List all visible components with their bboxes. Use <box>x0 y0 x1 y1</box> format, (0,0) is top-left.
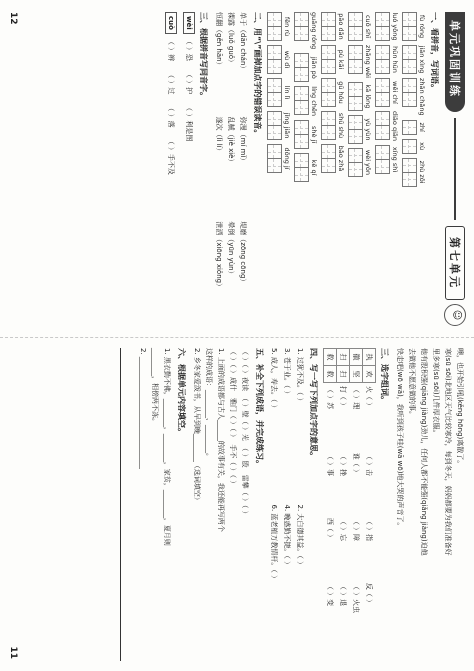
pinyin-item <box>348 115 372 144</box>
word-blank[interactable]: （ ）苏 <box>326 386 334 410</box>
section-2-title: 二、用“\”画掉加点字的错误读音。 <box>253 12 262 138</box>
meaning-item[interactable]: 6. 蓝老植万教情杆。（ ） <box>270 504 278 583</box>
meaning-item[interactable]: 1. 过犹不及。（ ） <box>296 348 304 405</box>
writing-cells <box>294 86 309 116</box>
pinyin-label: guāng róng <box>310 12 318 50</box>
writing-cells <box>348 148 363 177</box>
word-blank[interactable]: （ ）火虫 <box>352 582 360 614</box>
writing-cell[interactable] <box>321 111 336 126</box>
writing-cell[interactable] <box>321 125 336 140</box>
pinyin-label: jiān xìng <box>418 45 426 74</box>
writing-cells <box>267 12 282 41</box>
writing-cell[interactable] <box>267 92 282 107</box>
pron-item[interactable]: 弥漫（mí mǐ） <box>239 116 247 165</box>
writing-cells <box>267 45 282 74</box>
writing-cell[interactable] <box>402 45 417 60</box>
table-row <box>324 349 337 661</box>
writing-cells <box>267 78 282 107</box>
homophone-row-wei <box>183 12 195 326</box>
pinyin-item <box>267 12 291 41</box>
writing-cell[interactable] <box>321 45 336 60</box>
writing-cell[interactable] <box>375 45 390 60</box>
pinyin-item <box>348 148 372 177</box>
pinyin-item <box>321 78 345 107</box>
pron-col-left <box>213 12 249 117</box>
pinyin-label: pāo dān <box>337 13 345 40</box>
pinyin-label: bǎo zhǎ <box>337 145 345 172</box>
banner-divider <box>454 118 456 220</box>
pinyin-label: pù kāi <box>337 49 345 70</box>
writing-cell[interactable] <box>348 45 363 60</box>
pinyin-label: fù róng <box>418 14 426 39</box>
writing-cell[interactable] <box>402 158 417 173</box>
left-section-6-title: 六、根据单元内容填空。 <box>177 348 186 436</box>
pinyin-item <box>402 139 426 154</box>
pinyin-item <box>375 145 399 174</box>
pinyin-label: dōng jí <box>283 147 291 170</box>
writing-cells <box>294 120 309 149</box>
pinyin-tag: cuò <box>165 12 177 34</box>
pronunciation-list <box>213 12 249 326</box>
meaning-row <box>295 348 305 661</box>
pinyin-row <box>267 12 291 326</box>
idiom-question: 2. 乡冬家爱泼书，从早到晚________（选词填空） <box>193 348 201 504</box>
homophone-blank[interactable]: （ ）利是图 <box>185 104 193 142</box>
word-blank[interactable]: （ ）变 <box>326 582 334 607</box>
writing-cell[interactable] <box>375 111 390 126</box>
writing-cells <box>375 45 390 74</box>
writing-cells <box>402 139 417 154</box>
fill-question: 2. ________________________________ <box>139 348 147 469</box>
writing-cell[interactable] <box>267 158 282 173</box>
writing-cells <box>321 144 336 173</box>
pinyin-item <box>294 86 318 116</box>
writing-cells <box>402 120 417 135</box>
intro-line: 里多寒(sū sōi)几件厚衣服。 <box>432 348 440 437</box>
word-blank[interactable]: 反（ ） <box>365 582 373 607</box>
meaning-item[interactable]: 4. 晚惑勤不捷。（ ） <box>283 504 291 569</box>
homophone-blank[interactable]: （ ）护 <box>185 70 193 95</box>
meaning-row <box>282 348 292 661</box>
meaning-item[interactable]: 3. 苍于业。（ ） <box>283 348 291 398</box>
writing-cells <box>321 12 336 41</box>
writing-cell[interactable] <box>348 115 363 130</box>
writing-cell[interactable] <box>267 45 282 60</box>
pinyin-item <box>321 144 345 173</box>
left-section-3-title: 三、选字组词。 <box>380 348 389 404</box>
pinyin-item <box>321 111 345 140</box>
writing-cells <box>321 45 336 74</box>
pinyin-label: gū hóu <box>337 81 345 104</box>
writing-cells <box>348 115 363 144</box>
pinyin-item <box>375 78 399 107</box>
pron-item[interactable]: 恒翻（gěn hān） <box>215 12 223 69</box>
pinyin-row <box>375 12 399 326</box>
table-row <box>337 349 350 661</box>
intro-line: 去做他不愿意做的事。 <box>408 348 416 418</box>
word-blank[interactable]: 谁（ ） <box>352 452 360 476</box>
pinyin-item <box>294 153 318 182</box>
writing-cell[interactable] <box>375 145 390 160</box>
writing-cell[interactable] <box>321 158 336 173</box>
pron-item[interactable]: 单于（dān chán） <box>239 12 247 73</box>
writing-cell[interactable] <box>375 12 390 27</box>
writing-cells <box>375 12 390 41</box>
word-blank[interactable]: （ ）事 <box>326 452 334 476</box>
homophone-row-cuo <box>165 12 177 326</box>
pinyin-item <box>267 45 291 74</box>
writing-cell[interactable] <box>348 82 363 97</box>
writing-cells <box>294 53 309 82</box>
left-section-4-title: 四、写一写下列加点字的意思。 <box>309 348 318 460</box>
writing-cell[interactable] <box>402 78 417 93</box>
writing-cell[interactable] <box>321 92 336 107</box>
pinyin-grid <box>267 12 426 326</box>
writing-cells <box>321 78 336 107</box>
pinyin-label: xù <box>418 142 426 151</box>
pron-item[interactable]: 晕倒（yūn yùn） <box>227 221 235 278</box>
writing-cell[interactable] <box>375 78 390 93</box>
writing-cell[interactable] <box>294 53 309 68</box>
writing-cell[interactable] <box>267 12 282 27</box>
writing-cell[interactable] <box>321 144 336 159</box>
writing-cell[interactable] <box>294 120 309 135</box>
idiom-line[interactable]: （ ）（ ）成什 雅门（ ）（ ） 手不（ ）（ ） <box>229 348 237 488</box>
pinyin-item <box>348 45 372 78</box>
pinyin-label: shè jī <box>310 125 318 144</box>
page-number: 11 <box>8 646 18 659</box>
writing-cell[interactable] <box>294 134 309 149</box>
table-row <box>350 349 363 661</box>
word-blank[interactable]: （ ）挫 <box>339 452 347 476</box>
pinyin-item <box>294 53 318 82</box>
pinyin-item <box>294 12 318 49</box>
intro-line: 快走吧(wō wā)，我听到孩子哇(wā wō)地大哭的声音了。 <box>396 348 404 530</box>
word-blank[interactable]: （ ）障 <box>352 517 360 542</box>
writing-cells <box>402 158 417 187</box>
choice-char: 救 <box>324 366 337 383</box>
pinyin-item <box>402 120 426 135</box>
writing-cells <box>375 111 390 141</box>
writing-cell[interactable] <box>402 12 417 27</box>
writing-cell[interactable] <box>375 59 390 74</box>
writing-cell[interactable] <box>375 125 390 140</box>
pinyin-label: líng chěn <box>310 86 318 117</box>
pinyin-item <box>294 120 318 149</box>
homophone-blank[interactable]: （ ）恐 <box>185 37 193 61</box>
mascot-icon: ☺ <box>444 304 466 326</box>
writing-cell[interactable] <box>402 120 417 135</box>
pron-col-middle <box>213 117 249 222</box>
word-blank[interactable]: （ ）理 <box>352 386 360 410</box>
page-number: 12 <box>8 12 18 25</box>
idiom-question: 这样的成语：________、________。 <box>205 348 213 460</box>
pinyin-item <box>402 45 426 74</box>
writing-cell[interactable] <box>402 92 417 107</box>
word-blank[interactable]: （ ）击 <box>365 452 373 476</box>
writing-cell[interactable] <box>267 78 282 93</box>
meaning-item[interactable]: 2. 大白德其益。（ ） <box>296 504 304 569</box>
choice-char: 扫 <box>337 349 350 366</box>
homophone-blank[interactable]: （ ）手不及 <box>167 137 175 175</box>
writing-cell[interactable] <box>348 59 363 74</box>
unit-label: 第七单元 <box>445 226 465 300</box>
intro-line: 噢，也开始引吼(kěng hōng)离散了。 <box>456 348 464 468</box>
pinyin-label: kā lōng <box>364 84 372 109</box>
writing-cell[interactable] <box>294 26 309 41</box>
writing-cell[interactable] <box>267 111 282 126</box>
writing-cells <box>267 144 282 173</box>
pinyin-label: fēn rù <box>283 16 291 37</box>
writing-cell[interactable] <box>375 26 390 41</box>
pinyin-item <box>348 12 372 41</box>
pinyin-item <box>402 78 426 116</box>
writing-cell[interactable] <box>294 167 309 182</box>
writing-cells <box>321 111 336 140</box>
pinyin-item <box>375 45 399 74</box>
meaning-item[interactable]: 5. 成人，寿去。（ ） <box>270 348 278 412</box>
writing-cell[interactable] <box>294 12 309 27</box>
unit-banner <box>444 12 466 326</box>
pinyin-row <box>321 12 345 326</box>
writing-cells <box>402 45 417 74</box>
writing-cell[interactable] <box>402 139 417 154</box>
left-section-5-title: 五、补全下列成语，并完成练习。 <box>255 348 264 468</box>
writing-cell[interactable] <box>267 26 282 41</box>
writing-cell[interactable] <box>294 86 309 101</box>
pinyin-label: wěi chí <box>391 81 399 104</box>
pinyin-label: lín lì <box>283 85 291 100</box>
word-blank[interactable]: （ ）忘 <box>339 517 347 542</box>
writing-cells <box>348 12 363 41</box>
pinyin-label: luó yǒng <box>391 12 399 41</box>
writing-cell[interactable] <box>348 162 363 177</box>
table-row <box>363 349 376 661</box>
word-blank[interactable]: 打（ ） <box>339 386 347 410</box>
pinyin-label: zhù zǒi <box>418 160 426 184</box>
writing-cell[interactable] <box>348 96 363 111</box>
fill-question: ________，相傍两不冻。 <box>151 348 159 425</box>
writing-cell[interactable] <box>375 159 390 174</box>
pinyin-item <box>375 12 399 41</box>
choice-char: 执 <box>363 349 376 366</box>
writing-cells <box>294 12 309 49</box>
writing-cell[interactable] <box>321 26 336 41</box>
idiom-line[interactable]: （ ）（ ）夜读 （ ）壁（ ）光 （ ）股 雷攀（ ）（ ） <box>241 348 249 518</box>
intro-line: 他有股积强(qiāng jiàng)劲儿，任何人都不能强(qiǎng jiàng)迫他 <box>420 348 428 556</box>
pinyin-row <box>348 12 372 326</box>
writing-cells <box>267 111 282 140</box>
writing-cell[interactable] <box>348 148 363 163</box>
writing-cells <box>375 78 390 107</box>
pron-item[interactable]: 乱械（jiè xiè） <box>227 116 235 166</box>
pinyin-item <box>321 12 345 41</box>
pinyin-label: shū shù <box>337 112 345 139</box>
pinyin-item <box>267 144 291 173</box>
pinyin-label: zhān chǎng <box>418 78 426 116</box>
writing-cell[interactable] <box>348 26 363 41</box>
meaning-row <box>269 348 279 661</box>
choice-char: 救 <box>324 349 337 366</box>
pinyin-label: jiān pò <box>310 56 318 79</box>
homophone-blank[interactable]: （ ）辨 <box>167 37 175 62</box>
pinyin-row <box>294 12 318 326</box>
choice-char: 扫 <box>337 366 350 383</box>
writing-cells <box>402 12 417 41</box>
writing-cell[interactable] <box>402 59 417 74</box>
writing-cell[interactable] <box>321 12 336 27</box>
writing-cells <box>348 82 363 111</box>
pinyin-label: kē qí <box>310 159 318 176</box>
pinyin-label: jǐng jiān <box>283 112 291 139</box>
writing-cell[interactable] <box>267 125 282 140</box>
pinyin-item <box>375 111 399 141</box>
pinyin-label: diāo qiān <box>391 111 399 141</box>
pinyin-label: zhāng wěi <box>364 45 372 78</box>
writing-cell[interactable] <box>294 153 309 168</box>
writing-cell[interactable] <box>402 26 417 41</box>
pron-item[interactable]: 遂次（lì lí） <box>215 116 223 155</box>
pinyin-tag: wèi <box>183 12 195 34</box>
homophone-blank[interactable]: （ ）落 <box>167 104 175 128</box>
fill-question: 1. 黑衣勤不佛，________，________，家贫，________，夏月则 <box>163 348 171 546</box>
pron-col-right <box>213 221 249 326</box>
writing-cells <box>348 45 363 78</box>
writing-cells <box>294 153 309 182</box>
pinyin-item <box>267 111 291 140</box>
pinyin-item <box>402 12 426 41</box>
pinyin-label: hūn hūn <box>391 46 399 73</box>
pinyin-label: xíng shì <box>391 146 399 173</box>
homophone-blank[interactable]: （ ）过 <box>167 71 175 95</box>
pinyin-label: yù yùn <box>364 118 372 141</box>
pinyin-label: zhí <box>418 122 426 132</box>
pinyin-item <box>321 45 345 74</box>
writing-cell[interactable] <box>321 59 336 74</box>
writing-cell[interactable] <box>402 172 417 187</box>
pinyin-label: cuō shī <box>364 14 372 39</box>
section-3-title: 三、根据拼音写同音字。 <box>199 12 208 100</box>
pron-item[interactable]: 堤磨（zōng cōng） <box>239 221 247 286</box>
idiom-question: 1. 上面的成语都与古人______的故事有关，我还能再写两个 <box>217 348 225 532</box>
writing-cell[interactable] <box>294 67 309 82</box>
choice-char: 欢 <box>363 366 376 383</box>
word-blank[interactable]: （ ）退 <box>339 582 347 607</box>
pron-item[interactable]: 泄洒（xiōng xiǒng） <box>215 221 223 291</box>
word-blank[interactable]: （ ）指 <box>365 517 373 542</box>
word-blank[interactable]: 西（ ） <box>326 517 334 542</box>
writing-cell[interactable] <box>348 12 363 27</box>
exercise-title: 单元巩固训练 <box>445 12 465 112</box>
answer-line[interactable] <box>120 348 135 661</box>
word-choice-table <box>323 348 376 661</box>
pinyin-row <box>402 12 426 326</box>
pinyin-label: wèi yǒn <box>364 149 372 176</box>
writing-cells <box>402 78 417 116</box>
choice-char: 徽 <box>350 349 363 366</box>
pinyin-item <box>402 158 426 187</box>
pinyin-item <box>348 82 372 111</box>
writing-cells <box>375 145 390 174</box>
pron-item[interactable]: 裸露（luǒ guǒ） <box>227 12 235 67</box>
choice-char: 坚 <box>350 366 363 383</box>
page-11 <box>0 337 474 671</box>
intro-line: 寒(sū sōi)北地区天气比较寒冷，每到冬天，妈妈都要为我们准备好 <box>444 348 452 556</box>
writing-cell[interactable] <box>267 144 282 159</box>
writing-cell[interactable] <box>348 129 363 144</box>
section-1-title: 一、看拼音，写词语。 <box>430 12 439 92</box>
writing-cell[interactable] <box>267 59 282 74</box>
writing-cell[interactable] <box>321 78 336 93</box>
pinyin-item <box>267 78 291 107</box>
writing-cell[interactable] <box>375 92 390 107</box>
pinyin-label: wù dì <box>283 50 291 69</box>
writing-cell[interactable] <box>294 100 309 115</box>
word-blank[interactable]: 火（ ） <box>365 386 373 410</box>
